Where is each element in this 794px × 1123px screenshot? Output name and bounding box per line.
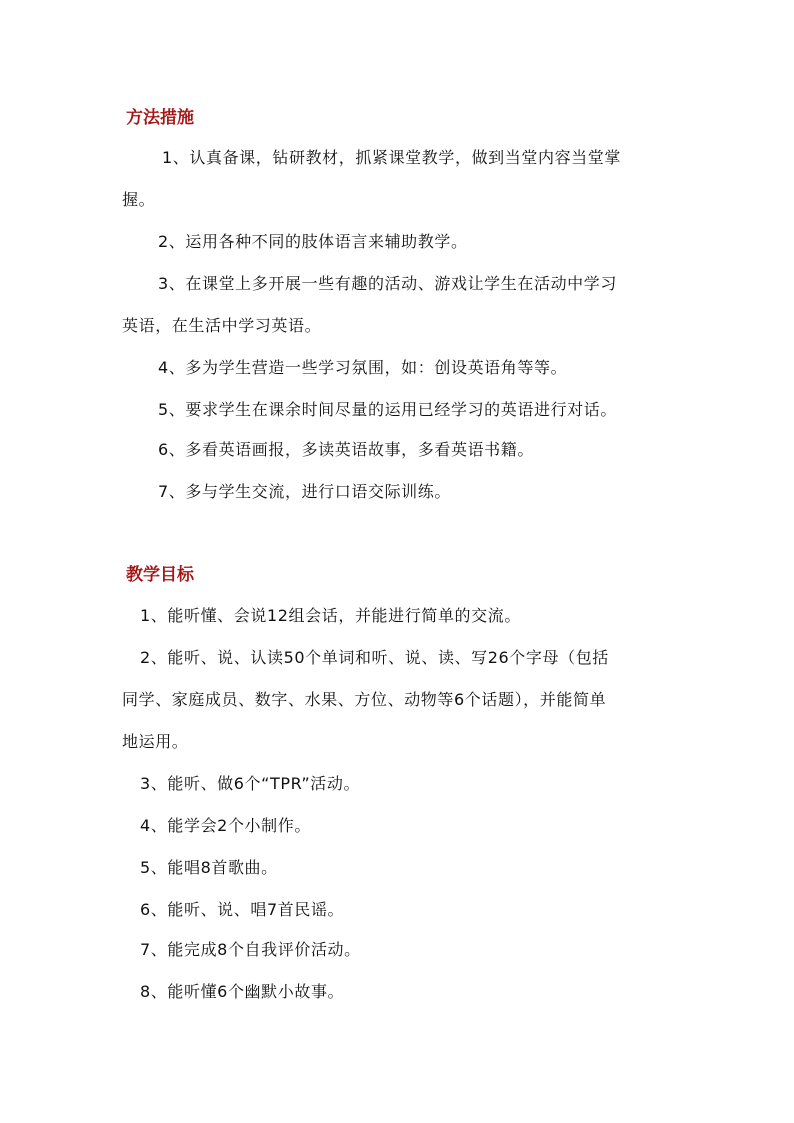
goals-item-5: 5、能唱8首歌曲。 — [140, 858, 278, 877]
goals-item-2-line-1: 2、能听、说、认读50个单词和听、说、读、写26个字母（包括 — [140, 648, 609, 667]
methods-item-3-line-2: 英语，在生活中学习英语。 — [122, 316, 322, 335]
methods-item-3-line-1: 3、在课堂上多开展一些有趣的活动、游戏让学生在活动中学习 — [158, 274, 617, 293]
goals-item-2-line-2: 同学、家庭成员、数字、水果、方位、动物等6个话题），并能简单 — [122, 690, 607, 709]
methods-item-1-line-1: 1、认真备课，钻研教材，抓紧课堂教学，做到当堂内容当堂掌 — [162, 148, 621, 167]
methods-item-6: 6、多看英语画报，多读英语故事，多看英语书籍。 — [158, 440, 534, 459]
section-heading-goals: 教学目标 — [126, 565, 194, 585]
methods-item-4: 4、多为学生营造一些学习氛围，如：创设英语角等等。 — [158, 358, 568, 377]
goals-item-4: 4、能学会2个小制作。 — [140, 816, 311, 835]
goals-item-3: 3、能听、做6个“TPR”活动。 — [140, 774, 361, 793]
goals-item-7: 7、能完成8个自我评价活动。 — [140, 940, 361, 959]
methods-item-7: 7、多与学生交流，进行口语交际训练。 — [158, 482, 451, 501]
methods-item-5: 5、要求学生在课余时间尽量的运用已经学习的英语进行对话。 — [158, 400, 617, 419]
goals-item-1: 1、能听懂、会说12组会话，并能进行简单的交流。 — [140, 606, 521, 625]
goals-item-6: 6、能听、说、唱7首民谣。 — [140, 900, 345, 919]
goals-item-2-line-3: 地运用。 — [122, 732, 189, 751]
goals-item-8: 8、能听懂6个幽默小故事。 — [140, 982, 345, 1001]
section-heading-methods: 方法措施 — [126, 108, 194, 128]
methods-item-1-line-2: 握。 — [122, 190, 156, 209]
methods-item-2: 2、运用各种不同的肢体语言来辅助教学。 — [158, 232, 468, 251]
